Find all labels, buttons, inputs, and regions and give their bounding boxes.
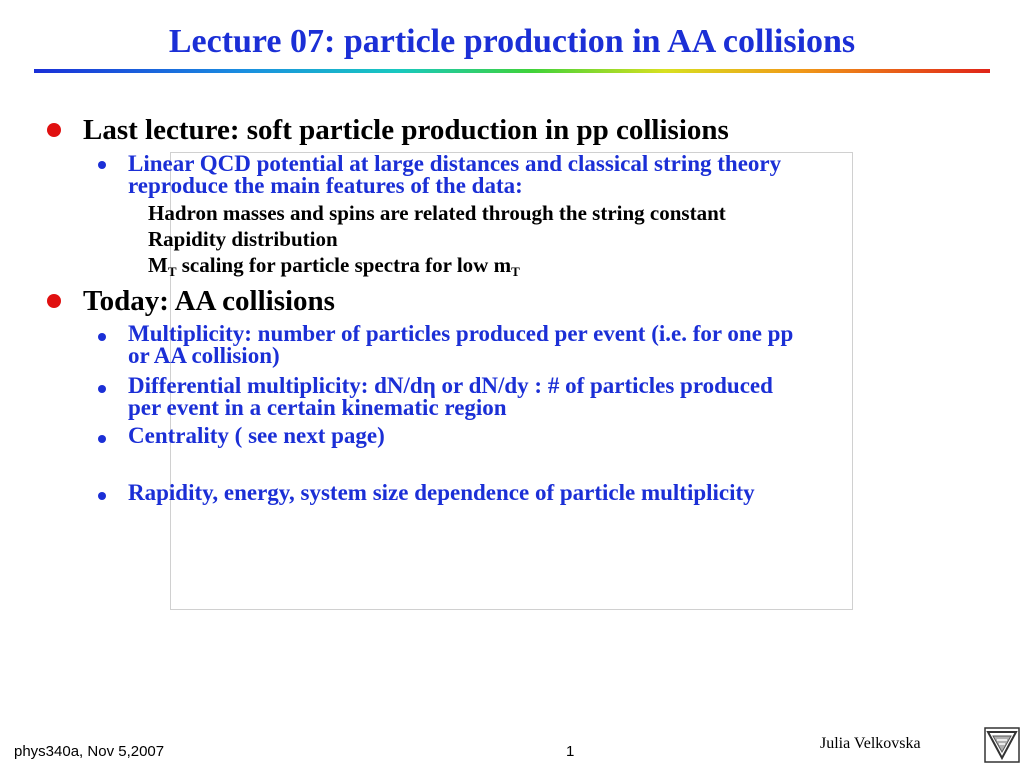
bullet-2-1-line-1: Multiplicity: number of particles produced per event (i.e. for one pp: [128, 321, 794, 346]
bullet-blue-icon: [98, 492, 106, 500]
detail-rapidity: Rapidity distribution: [148, 227, 338, 251]
bullet-2-4-line-1: Rapidity, energy, system size dependence of particle multiplicity: [128, 480, 755, 505]
footer-author: Julia Velkovska: [820, 735, 921, 752]
bullet-red-icon: [47, 294, 61, 308]
bullet-2-2-line-2: per event in a certain kinematic region: [128, 395, 507, 420]
bullet-blue-icon: [98, 385, 106, 393]
university-shield-logo-icon: [984, 727, 1020, 763]
bullet-blue-icon: [98, 333, 106, 341]
bullet-1-text: Last lecture: soft particle production in pp collisions: [83, 114, 729, 146]
footer-page-number: 1: [566, 743, 575, 760]
slide-title: Lecture 07: particle production in AA collisions: [168, 23, 856, 60]
bullet-2-3-line-1: Centrality ( see next page): [128, 423, 385, 448]
bullet-blue-icon: [98, 435, 106, 443]
bullet-2-1-line-2: or AA collision): [128, 343, 280, 368]
bullet-2-text: Today: AA collisions: [83, 285, 335, 317]
bullet-1-1-line-2: reproduce the main features of the data:: [128, 173, 523, 198]
bullet-2-2-line-1: Differential multiplicity: dN/dη or dN/dy : # of particles produced: [128, 373, 773, 398]
mt-sub2: T: [511, 264, 520, 279]
title-gradient-rule: [34, 69, 990, 73]
detail-mt-scaling: [148, 253, 520, 277]
mt-m1: M: [148, 253, 168, 277]
footer-course-date: phys340a, Nov 5,2007: [14, 743, 165, 760]
bullet-blue-icon: [98, 161, 106, 169]
mt-sub1: T: [167, 264, 177, 279]
detail-hadron-masses: Hadron masses and spins are related through the string constant: [148, 201, 726, 225]
bullet-1-1-line-1: Linear QCD potential at large distances and classical string theory: [128, 151, 782, 176]
mt-mid: scaling for particle spectra for low m: [176, 253, 512, 277]
bullet-red-icon: [47, 123, 61, 137]
